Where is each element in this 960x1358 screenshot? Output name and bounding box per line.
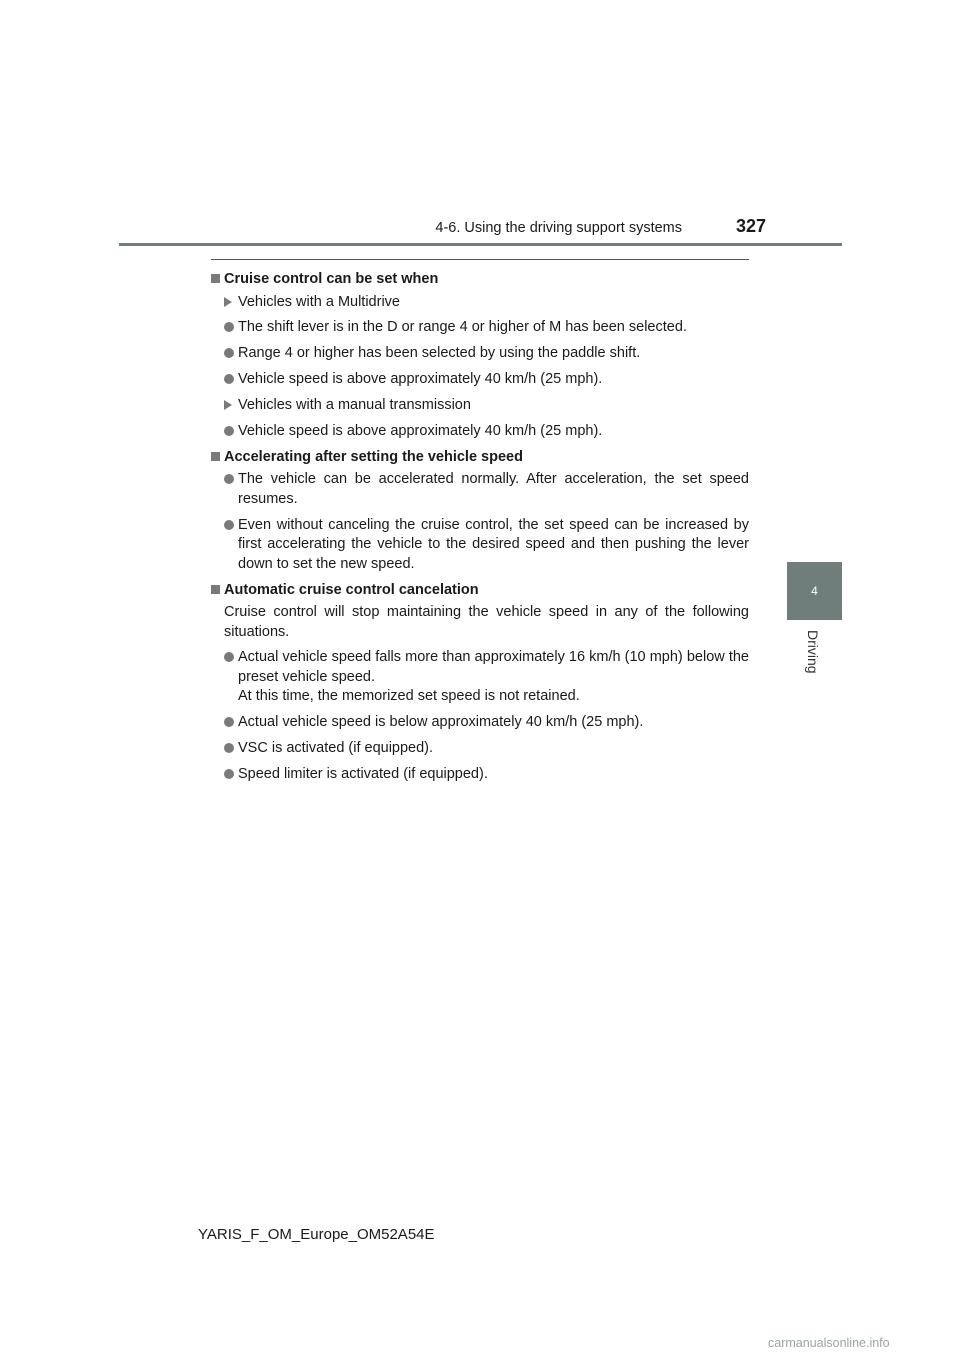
list-item: Vehicle speed is above approximately 40 km/h (25 mph). <box>224 370 749 390</box>
list-item: Vehicle speed is above approximately 40 km/h (25 mph). <box>224 422 749 442</box>
content-rule <box>211 259 749 260</box>
bullet-dot-icon <box>224 322 234 332</box>
bullet-dot-icon <box>224 474 234 484</box>
list-item: The vehicle can be accelerated normally. After acceleration, the set speed resumes. <box>224 470 749 509</box>
variant-manual-transmission: Vehicles with a manual transmission <box>224 396 749 416</box>
list-item: VSC is activated (if equipped). <box>224 739 749 759</box>
page-number: 327 <box>736 216 767 236</box>
cancelation-intro: Cruise control will stop maintaining the vehicle speed in any of the following situations. <box>224 604 749 640</box>
bullet-dot-icon <box>224 717 234 727</box>
list-item: Actual vehicle speed falls more than approximately 16 km/h (10 mph) below the preset vehicle speed. At this time, the memorized set speed is not retained. <box>224 648 749 707</box>
variant-multidrive: Vehicles with a Multidrive <box>224 293 749 313</box>
chapter-name: Driving <box>805 630 821 674</box>
header-rule <box>119 243 842 246</box>
square-marker-icon <box>211 274 220 283</box>
bullet-dot-icon <box>224 374 234 384</box>
document-code: YARIS_F_OM_Europe_OM52A54E <box>198 1226 435 1243</box>
list-item: Even without canceling the cruise control, the set speed can be increased by first accelerating the vehicle to the desired speed and then pushing the lever down to set the new speed. <box>224 516 749 575</box>
chapter-number: 4 <box>811 584 818 598</box>
triangle-marker-icon <box>224 400 232 410</box>
section-heading-cancelation: Automatic cruise control cancelation <box>211 581 749 601</box>
bullet-dot-icon <box>224 426 234 436</box>
section-title: 4-6. Using the driving support systems <box>435 220 682 236</box>
list-item: Speed limiter is activated (if equipped). <box>224 765 749 785</box>
bullet-dot-icon <box>224 743 234 753</box>
bullet-dot-icon <box>224 348 234 358</box>
bullet-dot-icon <box>224 769 234 779</box>
bullet-dot-icon <box>224 652 234 662</box>
list-item: Range 4 or higher has been selected by using the paddle shift. <box>224 344 749 364</box>
list-item: The shift lever is in the D or range 4 or higher of M has been selected. <box>224 318 749 338</box>
section-heading-cruise-set: Cruise control can be set when <box>211 270 749 290</box>
square-marker-icon <box>211 452 220 461</box>
chapter-tab[interactable] <box>787 562 842 620</box>
watermark[interactable]: carmanualsonline.info <box>768 1336 890 1350</box>
triangle-marker-icon <box>224 297 232 307</box>
bullet-dot-icon <box>224 520 234 530</box>
section-heading-accelerating: Accelerating after setting the vehicle speed <box>211 448 749 468</box>
page-body <box>211 270 749 791</box>
list-item: Actual vehicle speed is below approximately 40 km/h (25 mph). <box>224 713 749 733</box>
square-marker-icon <box>211 585 220 594</box>
